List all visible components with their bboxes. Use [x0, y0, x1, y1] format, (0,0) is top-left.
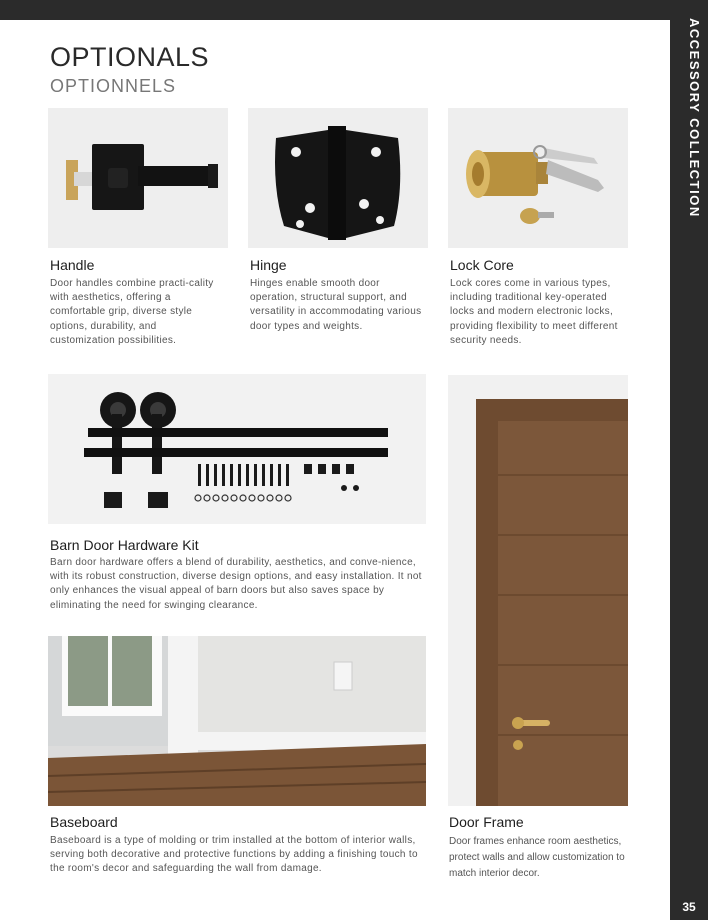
door-frame-image — [448, 375, 628, 806]
handle-image — [48, 108, 228, 248]
lock-core-image — [448, 108, 628, 248]
handle-description: Door handles combine practi-cality with aesthetics, offering a comfortable grip, diverse style options, durability, and customization possibilities. — [50, 278, 214, 346]
page-title: OPTIONALS — [50, 42, 210, 72]
baseboard-image — [48, 636, 426, 806]
lock-core-description: Lock cores come in various types, including traditional key-operated locks and modern electronic locks, providing flexibility to meet different security needs. — [450, 278, 618, 346]
side-title: ACCESSORY COLLECTION — [687, 18, 702, 218]
door-frame-description: Door frames enhance room aesthetics, protect walls and allow customization to match interior decor. — [449, 836, 625, 879]
page-number: 35 — [682, 900, 696, 914]
barn-door-kit-image — [48, 374, 426, 524]
hinge-description: Hinges enable smooth door operation, structural support, and versatility in accommodating various door types and weights. — [250, 278, 422, 332]
baseboard-title: Baseboard — [50, 814, 118, 830]
page-subtitle: OPTIONNELS — [50, 76, 177, 96]
lock-core-title: Lock Core — [450, 257, 514, 273]
handle-title: Handle — [50, 257, 95, 273]
top-bar — [0, 0, 708, 20]
hinge-title: Hinge — [250, 257, 287, 273]
barn-door-kit-title: Barn Door Hardware Kit — [50, 537, 199, 553]
door-frame-title: Door Frame — [449, 814, 524, 830]
baseboard-description: Baseboard is a type of molding or trim installed at the bottom of interior walls, serving both decorative and protective functions by adding a finishing touch to the room's decor and safeguarding the wall from damage. — [50, 835, 418, 875]
hinge-image — [248, 108, 428, 248]
barn-door-kit-description: Barn door hardware offers a blend of durability, aesthetics, and conve-nience, with its robust construction, diverse design options, and easy installation. It not only enhances the visual appeal of barn doors but also saves space by eliminating the need for swinging clearance. — [50, 557, 422, 611]
